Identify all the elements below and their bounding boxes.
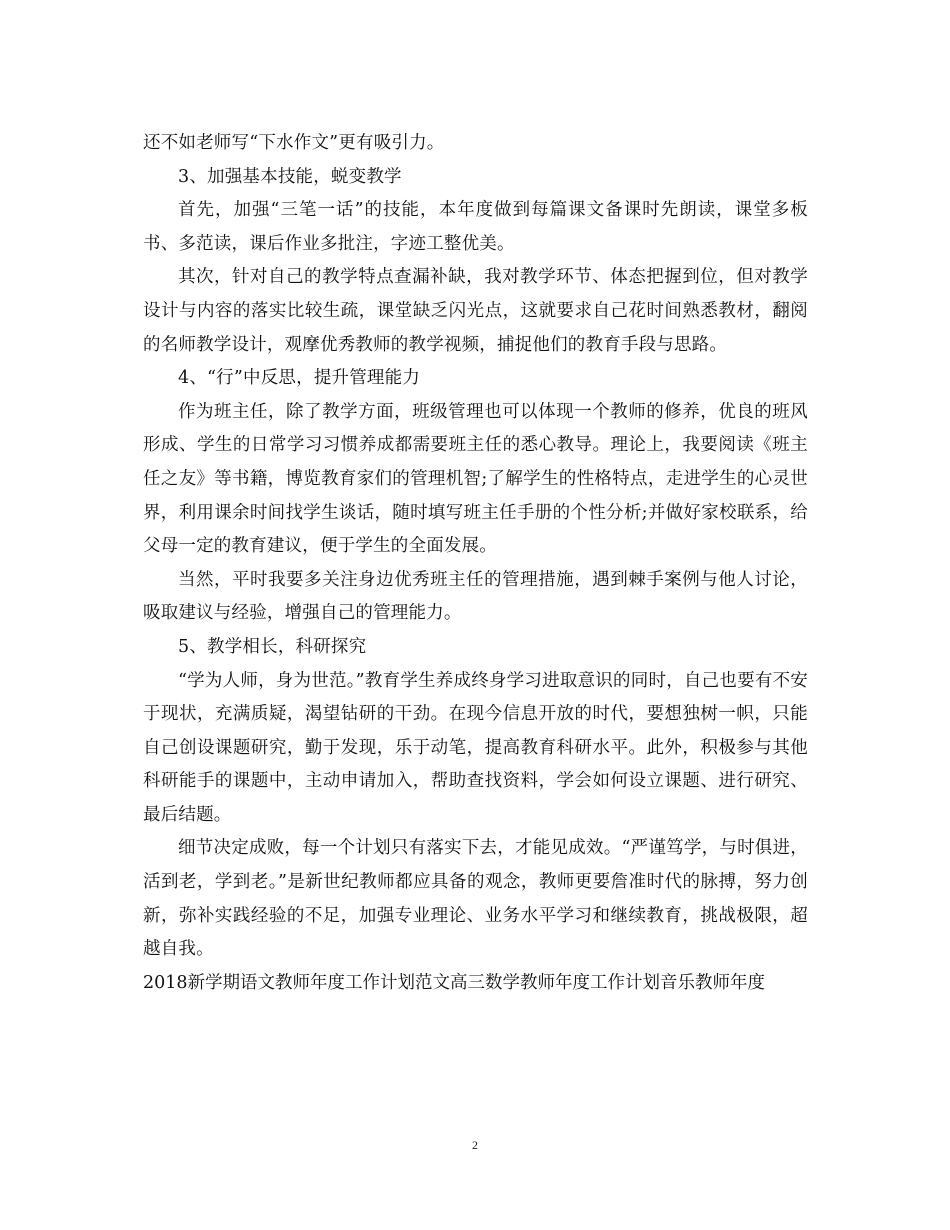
related-links-line[interactable]: 2018新学期语文教师年度工作计划范文高三数学教师年度工作计划音乐教师年度 [143,972,766,993]
section-heading-5: 5、教学相长，科研探究 [178,636,367,657]
page-number: 2 [472,1138,478,1152]
section-heading-4: 4、“行”中反思，提升管理能力 [178,368,421,389]
paragraph: 其次，针对自己的教学特点查漏补缺，我对教学环节、体态把握到位，但对教学设计与内容的落实比较生疏，课堂缺乏闪光点，这就要求自己花时间熟悉教材，翻阅的名师教学设计，观摩优秀教师的教学视频，捕捉他们的教育手段与思路。 [143,267,808,355]
section-heading-3: 3、加强基本技能，蜕变教学 [178,166,402,187]
paragraph: 作为班主任，除了教学方面，班级管理也可以体现一个教师的修养，优良的班风形成、学生的日常学习习惯养成都需要班主任的悉心教导。理论上，我要阅读《班主任之友》等书籍，博览教育家们的管理机智;了解学生的性格特点，走进学生的心灵世界，利用课余时间找学生谈话，随时填写班主任手册的个性分析;并做好家校联系，给父母一定的教育建议，便于学生的全面发展。 [143,401,808,557]
document-body [143,127,808,1000]
paragraph: 细节决定成败，每一个计划只有落实下去，才能见成效。“严谨笃学，与时俱进，活到老，学到老。”是新世纪教师都应具备的观念，教师更要詹准时代的脉搏，努力创新，弥补实践经验的不足，加强专业理论、业务水平学习和继续教育，挑战极限，超越自我。 [143,838,808,960]
paragraph: 当然，平时我要多关注身边优秀班主任的管理措施，遇到棘手案例与他人讨论，吸取建议与经验，增强自己的管理能力。 [143,569,808,624]
paragraph: “学为人师，身为世范。”教育学生养成终身学习进取意识的同时，自己也要有不安于现状，充满质疑，渴望钻研的干劲。在现今信息开放的时代，要想独树一帜，只能自己创设课题研究，勤于发现，乐于动笔，提高教育科研水平。此外，积极参与其他科研能手的课题中，主动申请加入，帮助查找资料，学会如何设立课题、进行研究、最后结题。 [143,670,808,825]
paragraph-continuation: 还不如老师写“下水作文”更有吸引力。 [143,133,445,153]
paragraph: 首先，加强“三笔一话”的技能，本年度做到每篇课文备课时先朗读，课堂多板书、多范读，课后作业多批注，字迹工整优美。 [143,200,808,254]
